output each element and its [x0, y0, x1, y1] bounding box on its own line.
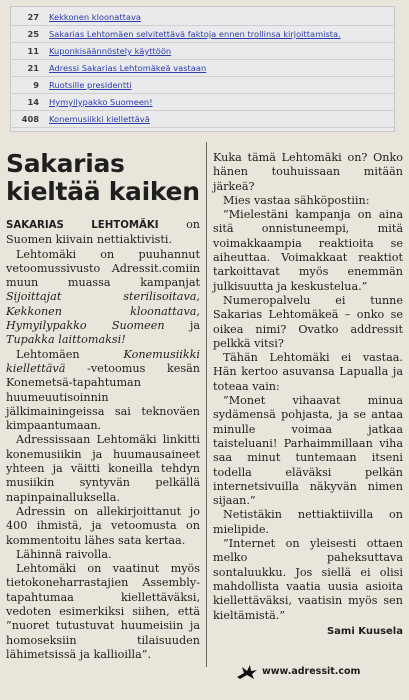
signature-count: 21 — [27, 63, 39, 73]
footer-source — [236, 662, 406, 682]
quote: ”Mielestäni kampanja on aina sitä onnistuneempi, mitä voimakkaampia reaktioita se aiheuttaa. Voimakkaat reaktiot tarkoittavat myös enemmän julkisuutta ja keskustelua.” — [213, 208, 403, 293]
signature-count: 14 — [27, 97, 39, 107]
top-list-row — [11, 44, 394, 60]
top-adressi-list — [10, 6, 395, 132]
paragraph: Kuka tämä Lehtomäki on? Onko hänen touhuissaan mitään järkeä? — [213, 151, 403, 193]
article-right-column — [213, 151, 403, 639]
paragraph-text: Lehtomäen — [16, 347, 124, 361]
top-list-row — [11, 61, 394, 77]
paragraph: Numeropalvelu ei tunne Sakarias Lehtomäkeä – onko se oikea nimi? Ovatko addressit pelkkä vitsi? — [213, 293, 403, 350]
paragraph: Adressissaan Lehtomäki linkitti konemusiikin ja huumausaineet yhteen ja väitti koneilla tehdyn musiikin syntyvän pelkällä napinpainalluksella. — [6, 433, 200, 504]
adressi-link[interactable]: Hymyilypakko Suomeen! — [49, 97, 153, 107]
adressi-link[interactable]: Konemusiikki kiellettävä — [49, 114, 150, 124]
paragraph-text: Lehtomäki on puuhannut vetoomussivusto Adressit.comiin muun muassa kampanjat — [6, 247, 200, 290]
paragraph: Netistäkin nettiaktiivilla on mielipide. — [213, 508, 403, 536]
top-list-row — [11, 112, 394, 128]
paragraph: Tähän Lehtomäki ei vastaa. Hän kertoo asuvansa Lapualla ja toteaa vain: — [213, 351, 403, 393]
paragraph-intro — [6, 218, 200, 248]
adressi-link[interactable]: Sakarias Lehtomäen selvitettävä faktoja ennen trollinsa kirjoittamista. — [49, 29, 341, 39]
adressi-link[interactable]: Kekkonen kloonattava — [49, 12, 141, 22]
paragraph — [6, 248, 200, 348]
article-headline: Sakarias kieltää kaiken — [6, 149, 200, 206]
quote: ”Internet on yleisesti ottaen melko paheksuttava sontaluukku. Jos siellä ei olisi mahdollista vaatia uusia asioita kiellettäväksi, vaatisin myös sen kieltämistä.” — [213, 537, 403, 622]
paragraph: Lehtomäki on vaatinut myös tietokoneharrastajien Assembly-tapahtumaa kiellettäväksi, vedoten esimerkiksi siihen, että ”nuoret tutustuvat huumeisiin ja homoseksiin tilaisuuden lähimetsissä ja kallioilla”. — [6, 562, 200, 661]
bird-logo-icon — [236, 664, 258, 680]
author-signature: Sami Kuusela — [326, 625, 403, 637]
paragraph: Lähinnä raivolla. — [16, 547, 112, 561]
byline: SAKARIAS LEHTOMÄKI — [6, 220, 159, 231]
paragraph — [6, 348, 200, 434]
top-list-row — [11, 27, 394, 43]
adressi-link[interactable]: Kuponkisäännöstely käyttöön — [49, 46, 172, 56]
adressi-link[interactable]: Ruotsille presidentti — [49, 80, 132, 90]
article-left-column — [6, 150, 200, 662]
paragraph-text: on Suomen kiivain nettiaktivisti. — [6, 218, 201, 247]
top-list-row — [11, 95, 394, 111]
quote: ”Monet vihaavat minua sydämensä pohjasta, ja se antaa minulle voimaa jatkaa taisteluani! Parhaimmillaan viha saa minut tuntemaan itseni todella eläväksi pelkän internetsivuilla näkyvän nimen sijaan.” — [213, 394, 403, 508]
campaign-name: Konemusiikki kiellettävä — [6, 347, 200, 375]
top-list-row — [11, 10, 394, 26]
signature-count: 25 — [27, 29, 39, 39]
signature-count: 27 — [27, 12, 39, 22]
paragraph: Adressin on allekirjoittanut jo 400 ihmistä, ja vetoomusta on kommentoitu lähes sata kertaa. — [6, 504, 200, 547]
signature-count: 9 — [33, 80, 39, 90]
paragraph-text: ja — [164, 319, 200, 333]
campaign-name: Tupakka laittomaksi! — [6, 333, 126, 347]
campaign-names: Sijoittajat sterilisoitava, Kekkonen kloonattava, Hymyilypakko Suomeen — [6, 290, 200, 333]
paragraph: Mies vastaa sähköpostiin: — [223, 193, 370, 207]
column-divider — [206, 142, 207, 667]
signature-count: 11 — [27, 46, 39, 56]
footer-url-text: www.adressit.com — [262, 666, 361, 677]
signature-count: 408 — [21, 114, 39, 124]
paragraph-text: -vetoomus kesän Konemetsä-tapahtuman huumeuutisoinnin jälkimainingeissa sai teknoväen kimpaantumaan. — [6, 361, 200, 433]
adressi-link[interactable]: Adressi Sakarias Lehtomäkeä vastaan — [49, 63, 207, 73]
top-list-row — [11, 78, 394, 94]
